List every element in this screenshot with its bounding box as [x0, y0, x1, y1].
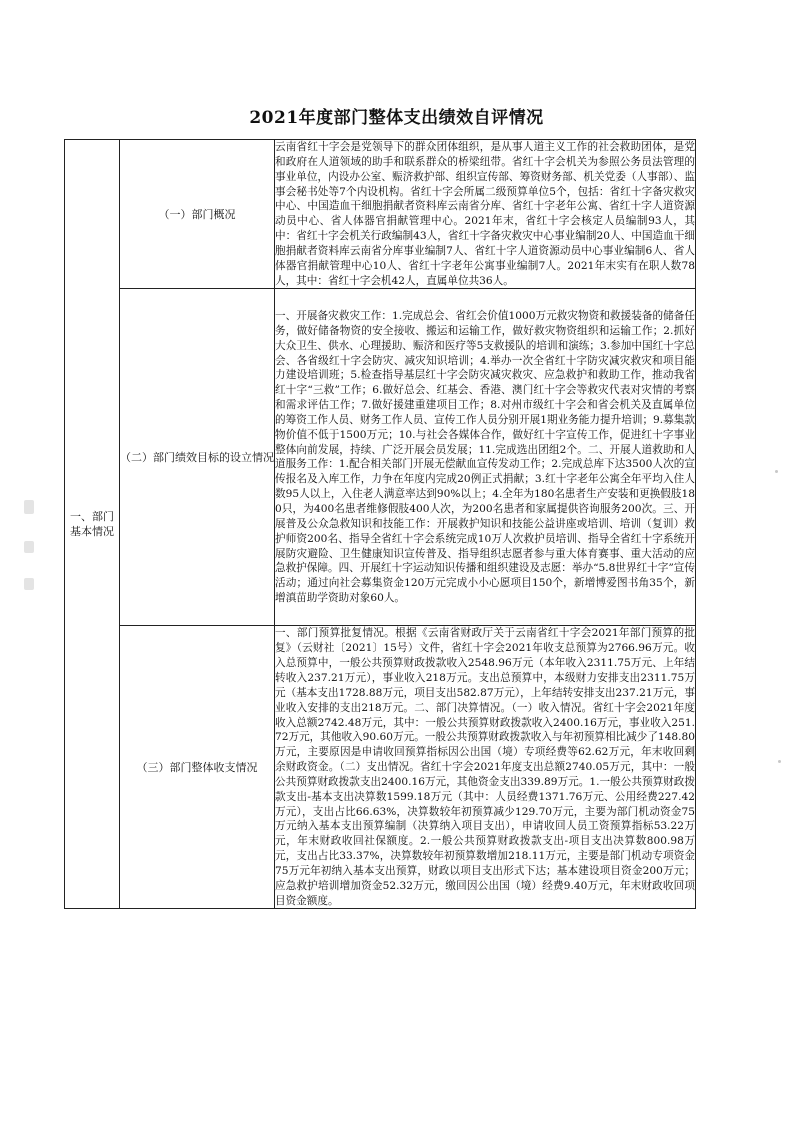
row-content-overview: 云南省红十字会是党领导下的群众团体组织，是从事人道主义工作的社会救助团体，是党和政府在人道领域的助手和联系群众的桥梁纽带。省红十字会机关为参照公务员法管理的事业单位，内设办公室、赈济救护部、组织宣传部、筹资财务部、机关党委（人事部）、监事会秘书处等7个内设机构。省红十字会所属二级预算单位5个，包括：省红十字备灾救灾中心、中国造血干细胞捐献者资料库云南省分库、省红十字老年公寓、省红十字人道资源动员中心、省人体器官捐献管理中心。2021年末，省红十字会核定人员编制93人，其中：省红十字会机关行政编制43人，省红十字备灾救灾中心事业编制20人、中国造血干细胞捐献者资料库云南省分库事业编制7人、省红十字人道资源动员中心事业编制6人、省人体器官捐献管理中心10人、省红十字老年公寓事业编制7人。2021年末实有在职人数78人，其中：省红十字会机42人，直属单位共36人。: [275, 141, 695, 287]
binding-mark: [24, 578, 34, 590]
row-content-cell: [275, 140, 696, 289]
section-label: 一、部门基本情况: [70, 510, 114, 539]
row-content-budget: 一、部门预算批复情况。根据《云南省财政厅关于云南省红十字会2021年部门预算的批复》（云财社〔2021〕15号）文件，省红十字会2021年收支总预算为2766.96万元。收入总预算中，一般公共预算财政拨款收入2548.96万元（本年收入2311.75万元、上年结转收入237.21万元），事业收入218万元。支出总预算中，本级财力安排支出2311.75万元（基本支出1728.88万元，项目支出582.87万元），上年结转安排支出237.21万元，事业收入安排的支出218万元。二、部门决算情况。（一）收入情况。省红十字会2021年度收入总额2742.48万元，其中：一般公共预算财政拨款收入2400.16万元，事业收入251.72万元，其他收入90.60万元。一般公共预算财政拨款收入与年初预算相比减少了148.80万元，主要原因是申请收回预算指标因公出国（境）专项经费等62.62万元，年末收回剩余财政资金。（二）支出情况。省红十字会2021年度支出总额2740.05万元，其中：一般公共预算财政拨款支出2400.16万元，其他资金支出339.89万元。1.一般公共预算财政拨款支出-基本支出决算数1599.18万元（其中：人员经费1371.76万元、公用经费227.42万元），支出占比66.63%，决算数较年初预算减少129.70万元，主要为部门机动资金75万元纳入基本支出预算编制（决算纳入项目支出），申请收回人员工资预算指标53.22万元，年末财政收回社保额度。2.一般公共预算财政拨款支出-项目支出决算数800.98万元，支出占比33.37%，决算数较年初预算数增加218.11万元，主要是部门机动专项资金75万元年初纳入基本支出预算，财政以项目支出形式下达；基本建设项目资金200万元；应急救护培训增加资金52.32万元，缴回因公出国（境）经费9.40万元，年末财政收回项目资金额度。: [275, 627, 695, 907]
row-label-budget: （三）部门整体收支情况: [136, 760, 258, 774]
page-title: 2021年度部门整体支出绩效自评情况: [249, 108, 544, 128]
binding-mark: [24, 541, 34, 553]
row-label-cell: [120, 289, 275, 626]
scan-speck: [778, 760, 781, 763]
scan-speck: [775, 470, 778, 473]
row-label-overview: （一）部门概况: [158, 207, 236, 221]
table-row: [65, 140, 696, 289]
binding-mark: [24, 500, 34, 514]
row-label-goals: （二）部门绩效目标的设立情况: [120, 450, 274, 464]
section-label-cell: [65, 140, 120, 909]
row-content-goals: 一、开展备灾救灾工作：1.完成总会、省红会价值1000万元救灾物资和救援装备的储备任务，做好储备物资的安全接收、搬运和运输工作，做好救灾物资组织和运输工作；2.抓好大众卫生、供水、心理援助、赈济和医疗等5支救援队的培训和演练；3.参加中国红十字总会、各省级红十字会防灾、减灾知识培训；4.举办一次全省红十字防灾减灾救灾和项目能力建设培训班；5.检查指导基层红十字会防灾减灾救灾、应急救护和救助工作，推动我省红十字“三救”工作；6.做好总会、红基会、香港、澳门红十字会等救灾代表对灾情的考察和需求评估工作；7.做好援建重建项目工作；8.对州市级红十字会和省会机关及直属单位的筹资工作人员、财务工作人员、宣传工作人员分别开展1期业务能力提升培训；9.募集款物价值不低于1500万元；10.与社会各媒体合作，做好红十字宣传工作，促进红十字事业整体向前发展，持续、广泛开展会员发展；11.完成选出团组2个。二、开展人道救助和人道服务工作：1.配合相关部门开展无偿献血宣传发动工作；2.完成总库下达3500人次的宣传报名及入库工作，力争在年度内完成20例正式捐献；3.红十字老年公寓全年平均入住人数95人以上，入住老人满意率达到90%以上；4.全年为180名患者生产安装和更换假肢180只，为400名患者维修假肢400人次，为200名患者和家属提供咨询服务200次。三、开展普及公众急救知识和技能工作：开展救护知识和技能公益讲座或培训、培训（复训）救护师资200名、指导全省红十字会系统完成10万人次救护员培训、指导全省红十字系统开展防灾避险、卫生健康知识宣传普及、指导组织志愿者参与重大体育赛事、重大活动的应急救护保障。四、开展红十字运动知识传播和组织建设及志愿：举办“5.8世界红十字”宣传活动；通过向社会募集资金120万元完成小小心愿项目150个，新增博爱图书角35个，新增滇苗助学资助对象60人。: [275, 310, 695, 605]
performance-table: [64, 139, 696, 909]
row-content-cell: [275, 626, 696, 909]
row-label-cell: [120, 140, 275, 289]
table-row: [65, 289, 696, 626]
row-content-cell: [275, 289, 696, 626]
row-label-cell: [120, 626, 275, 909]
